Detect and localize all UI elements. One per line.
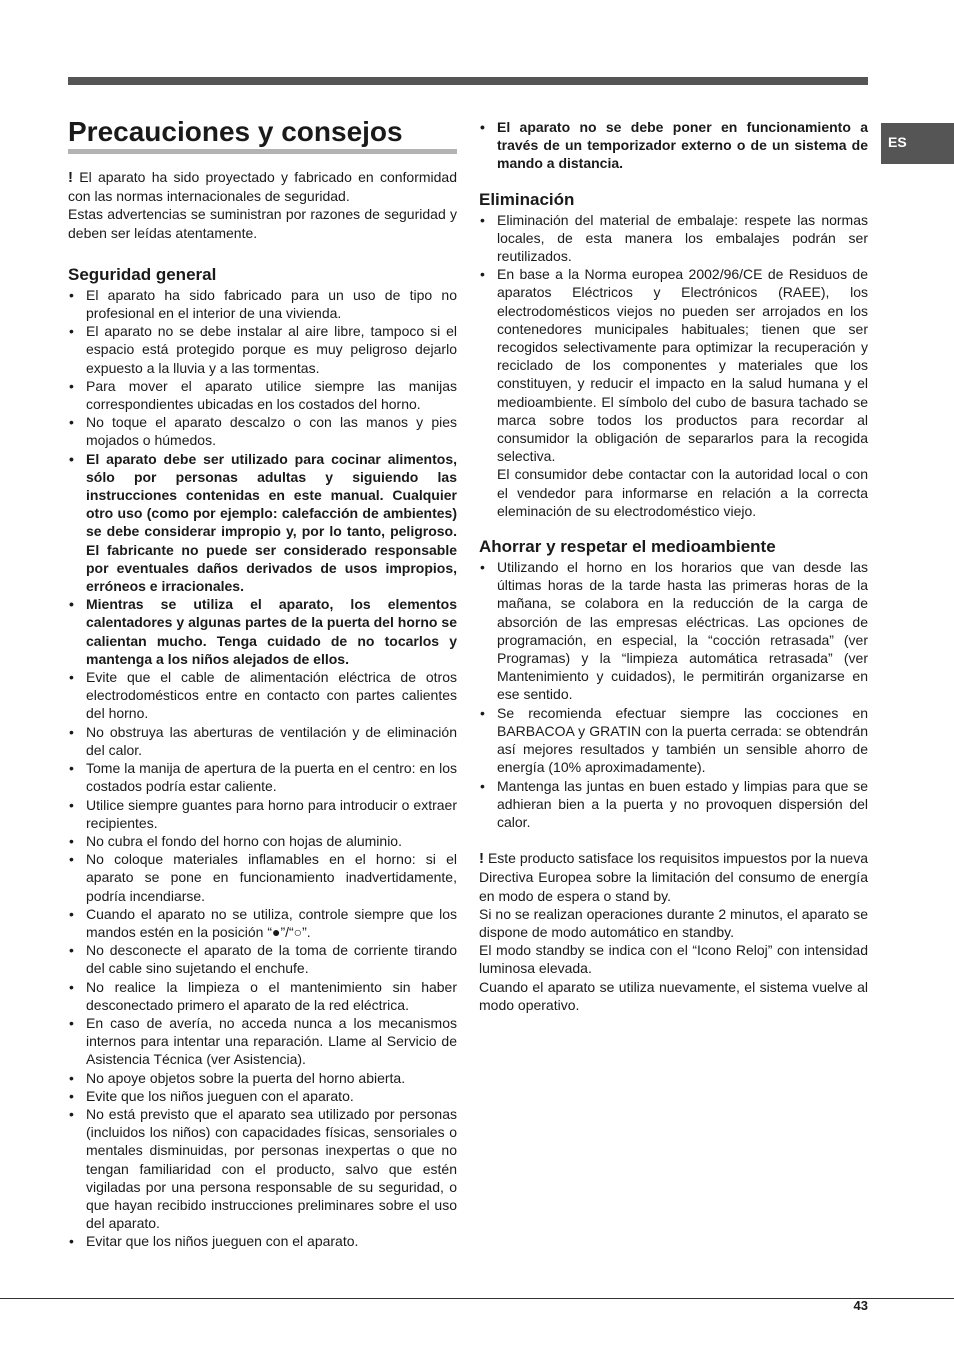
standby-note [479, 849, 868, 905]
list-item: • Evite que los niños jueguen con el aparato. [68, 1087, 457, 1105]
header-rule [68, 77, 868, 85]
right-column [479, 118, 868, 1014]
safety-list [68, 286, 457, 1251]
standby-note-text: Este producto satisface los requisitos impuestos por la nueva Directiva Europea sobre la limitación del consumo de energía en modo de espera o stand by. [479, 850, 868, 904]
list-item: • No toque el aparato descalzo o con las manos y pies mojados o húmedos. [68, 413, 457, 449]
list-item: • Eliminación del material de embalaje: respete las normas locales, de esta manera los embalajes podrán ser reutilizados. [479, 211, 868, 266]
page-number: 43 [853, 1298, 868, 1313]
list-item: • El aparato no se debe poner en funcionamiento a través de un temporizador externo o de un sistema de mando a distancia. [479, 118, 868, 173]
list-item: • No realice la limpieza o el mantenimiento sin haber desconectado primero el aparato de la red eléctrica. [68, 978, 457, 1014]
intro-paragraph [68, 168, 457, 205]
warning-mark: ! [479, 850, 484, 868]
list-item: • El aparato debe ser utilizado para cocinar alimentos, sólo por personas adultas y siguiendo las instrucciones contenidas en este manual. Cualquier otro uso (como por ejemplo: calefacción de ambientes) se debe considerar impropio y, por lo tanto, peligroso. El fabricante no puede ser considerado responsable por eventuales daños derivados de usos impropios, erróneos e irracionales. [68, 450, 457, 596]
left-column [68, 115, 457, 1251]
list-item: • No apoye objetos sobre la puerta del horno abierta. [68, 1069, 457, 1087]
standby-note-2: Si no se realizan operaciones durante 2 minutos, el aparato se dispone de modo automático en standby. [479, 905, 868, 940]
list-item: • Para mover el aparato utilice siempre las manijas correspondientes ubicadas en los costados del horno. [68, 377, 457, 413]
list-item: • En base a la Norma europea 2002/96/CE de Residuos de aparatos Eléctricos y Electrónicos (RAEE), los electrodomésticos viejos no pueden ser arrojados en los contenedores municipales habituales; tienen que ser recogidos selectivamente para optimizar la recuperación y reciclado de los componentes y materiales que los constituyen, y reducir el impacto en la salud humana y el medioambiente. El símbolo del cubo de basura tachado se marca sobre todos los productos para recordar al consumidor la obligación de separarlos para la recogida selectiva. [479, 265, 868, 465]
top-list [479, 118, 868, 173]
intro-paragraph-2: Estas advertencias se suministran por razones de seguridad y deben ser leídas atentamente. [68, 206, 457, 241]
section-title-environment: Ahorrar y respetar el medioambiente [479, 537, 776, 557]
list-item: • Mantenga las juntas en buen estado y limpias para que se adhieran bien a la puerta y no provoquen dispersión del calor. [479, 777, 868, 832]
list-item: • Evitar que los niños jueguen con el aparato. [68, 1232, 457, 1250]
list-item: • No desconecte el aparato de la toma de corriente tirando del cable sino sujetando el enchufe. [68, 941, 457, 977]
standby-note-4: Cuando el aparato se utiliza nuevamente, el sistema vuelve al modo operativo. [479, 978, 868, 1013]
list-item: • Tome la manija de apertura de la puerta en el centro: en los costados podría estar caliente. [68, 759, 457, 795]
section-title-safety: Seguridad general [68, 264, 217, 284]
list-item: • El aparato ha sido fabricado para un uso de tipo no profesional en el interior de una vivienda. [68, 286, 457, 322]
list-item: • En caso de avería, no acceda nunca a los mecanismos internos para intentar una reparación. Llame al Servicio de Asistencia Técnica (ver Asistencia). [68, 1014, 457, 1069]
list-item: • No obstruya las aberturas de ventilación y de eliminación del calor. [68, 723, 457, 759]
list-item: • El aparato no se debe instalar al aire libre, tampoco si el espacio está protegido porque es muy peligroso dejarlo expuesto a la lluvia y a las tormentas. [68, 322, 457, 377]
list-item: • No está previsto que el aparato sea utilizado por personas (incluidos los niños) con capacidades físicas, sensoriales o mentales disminuidas, por personas inexpertas o que no tengan familiaridad con el producto, salvo que estén vigiladas por una persona responsable de su seguridad, o que hayan recibido instrucciones preliminares sobre el uso del aparato. [68, 1105, 457, 1232]
page-title: Precauciones y consejos [68, 115, 457, 154]
language-tab: ES [881, 123, 954, 164]
list-item: • No coloque materiales inflamables en el horno: si el aparato se pone en funcionamiento inadvertidamente, podría incendiarse. [68, 850, 457, 905]
environment-list [479, 558, 868, 831]
list-item: • Utilice siempre guantes para horno para introducir o extraer recipientes. [68, 796, 457, 832]
list-item: • Se recomienda efectuar siempre las cocciones en BARBACOA y GRATIN con la puerta cerrada: se obtendrán así mejores resultados y también un sensible ahorro de energía (10% aproximadamente). [479, 704, 868, 777]
list-item: • Utilizando el horno en los horarios que van desde las últimas horas de la tarde hasta las primeras horas de la mañana, se colabora en la reducción de la carga de absorción de las empresas eléctricas. Las opciones de programación, en especial, la “cocción retrasada” (ver Programas) y la “limpieza automática retrasada” (ver Mantenimiento y cuidados), le permitirán organizarse en ese sentido. [479, 558, 868, 704]
list-item: • Evite que el cable de alimentación eléctrica de otros electrodomésticos entre en contacto con partes calientes del horno. [68, 668, 457, 723]
list-item: • Cuando el aparato no se utiliza, controle siempre que los mandos estén en la posición “●”/“○”. [68, 905, 457, 941]
disposal-list [479, 211, 868, 466]
standby-note-3: El modo standby se indica con el “Icono Reloj” con intensidad luminosa elevada. [479, 942, 868, 977]
footer-rule [0, 1298, 954, 1299]
warning-mark: ! [68, 169, 73, 186]
list-item: • Mientras se utiliza el aparato, los elementos calentadores y algunas partes de la puerta del horno se calientan mucho. Tenga cuidado de no tocarlos y mantenga a los niños alejados de ellos. [68, 595, 457, 668]
section-title-disposal: Eliminación [479, 189, 575, 209]
list-item: • No cubra el fondo del horno con hojas de aluminio. [68, 832, 457, 850]
disposal-extra-paragraph: El consumidor debe contactar con la autoridad local o con el vendedor para informarse en relación a la correcta eleminación de su electrodoméstico viejo. [497, 466, 868, 519]
intro-text: El aparato ha sido proyectado y fabricado en conformidad con las normas internacionales de seguridad. [68, 169, 458, 205]
